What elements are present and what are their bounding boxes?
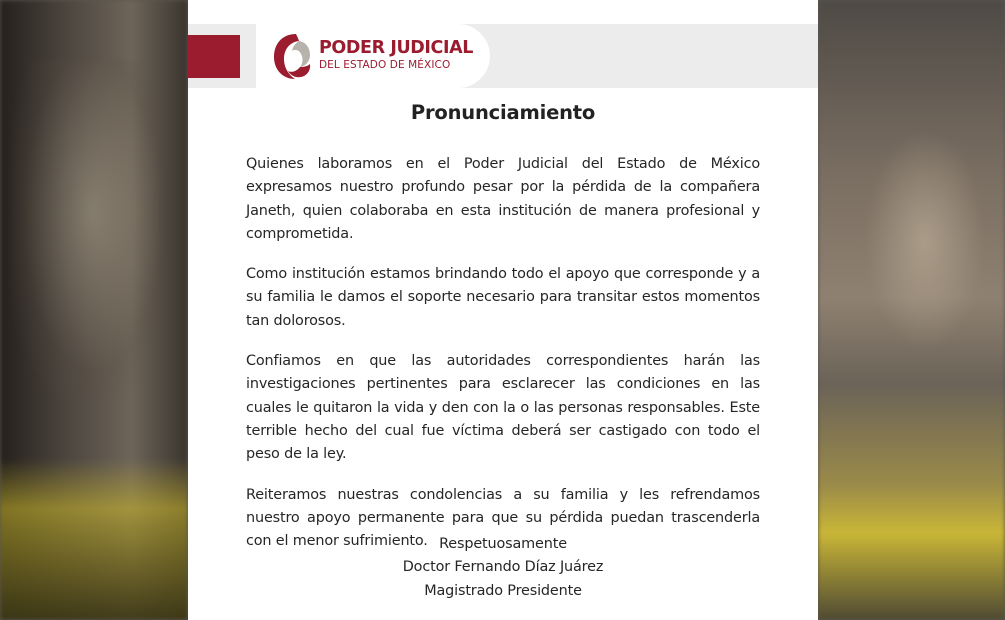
signer-title: Magistrado Presidente <box>424 582 582 599</box>
signature-block <box>188 533 818 603</box>
paragraph: Reiteramos nuestras condolencias a su familia y les refrendamos nuestro apoyo permanente para que su pérdida puedan trascenderla con el menor sufrimiento. <box>246 486 760 550</box>
document-title: Pronunciamiento <box>410 101 596 124</box>
logo-subtitle: DEL ESTADO DE MÉXICO <box>319 59 451 71</box>
paragraph: Confiamos en que las autoridades correspondientes harán las investigaciones pertinentes para esclarecer las condiciones en las cuales le quitaron la vida y den con la o las personas responsables. Este terrible hecho del cual fue víctima deberá ser castigado con todo el peso de la ley. <box>246 353 760 463</box>
document-body <box>246 153 760 570</box>
paragraph: Quienes laboramos en el Poder Judicial del Estado de México expresamos nuestro profundo pesar por la pérdida de la compañera Janeth, quien colaboraba en esta institución de manera profesional y comprometida. <box>246 156 760 242</box>
header-red-block <box>188 35 240 78</box>
signer-name: Doctor Fernando Díaz Juárez <box>402 559 604 576</box>
blurred-background-right <box>818 0 1005 620</box>
poder-judicial-emblem-icon <box>270 30 314 82</box>
logo-title: PODER JUDICIAL <box>319 38 473 58</box>
closing-text: Respetuosamente <box>439 536 567 552</box>
paragraph: Como institución estamos brindando todo el apoyo que corresponde y a su familia le damos el soporte necesario para transitar estos momentos tan dolorosos. <box>246 266 760 329</box>
blurred-background-left <box>0 0 188 620</box>
document-page <box>188 0 818 620</box>
